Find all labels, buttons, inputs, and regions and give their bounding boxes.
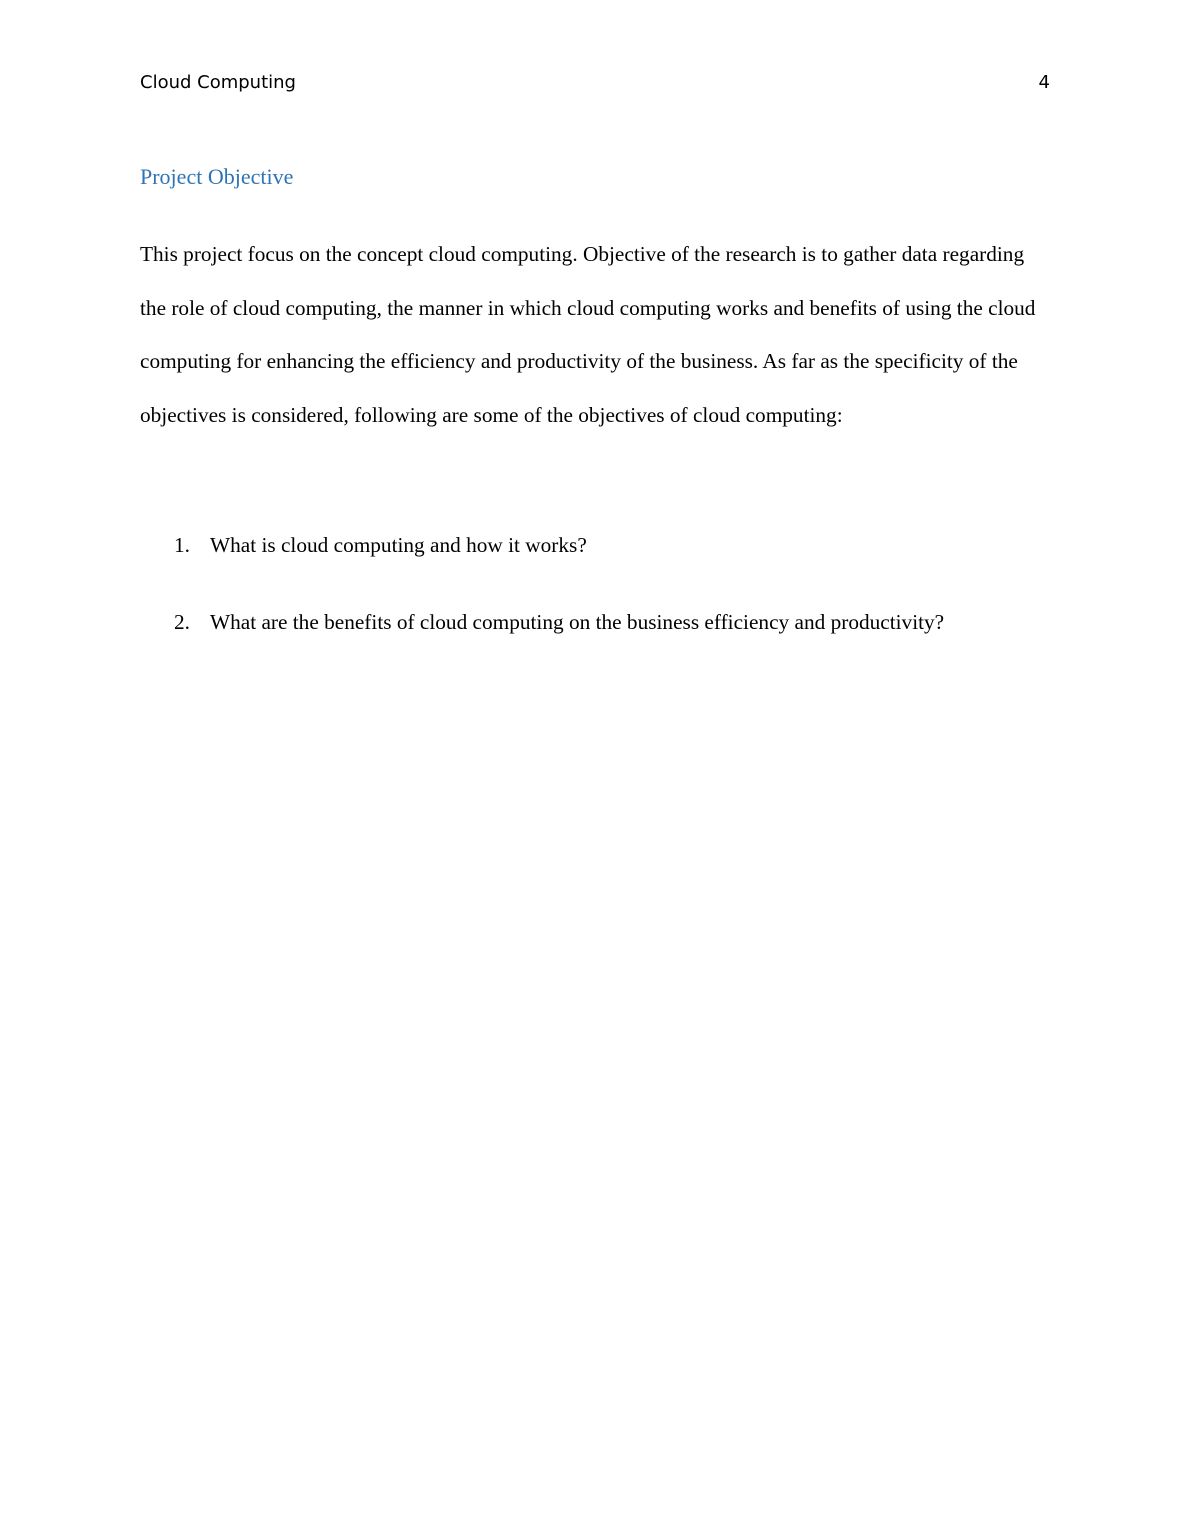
list-item-number: 2.: [174, 610, 190, 634]
list-item-number: 1.: [174, 533, 190, 557]
running-header-title: Cloud Computing: [140, 72, 296, 93]
list-item-text: What is cloud computing and how it works?: [210, 533, 587, 557]
page-number: 4: [1038, 72, 1050, 93]
section-heading: Project Objective: [140, 164, 294, 189]
list-item-text: What are the benefits of cloud computing on the business efficiency and productivity?: [210, 610, 945, 634]
list-item: [140, 519, 1050, 596]
body-paragraph: This project focus on the concept cloud computing. Objective of the research is to gather data regarding the role of cloud computing, the manner in which cloud computing works and benefits of using the cloud computing for enhancing the efficiency and productivity of the business. As far as the specificity of the objectives is considered, following are some of the objectives of cloud computing:: [140, 242, 1036, 427]
list-item: [140, 596, 1050, 673]
objectives-list: [140, 519, 1050, 673]
